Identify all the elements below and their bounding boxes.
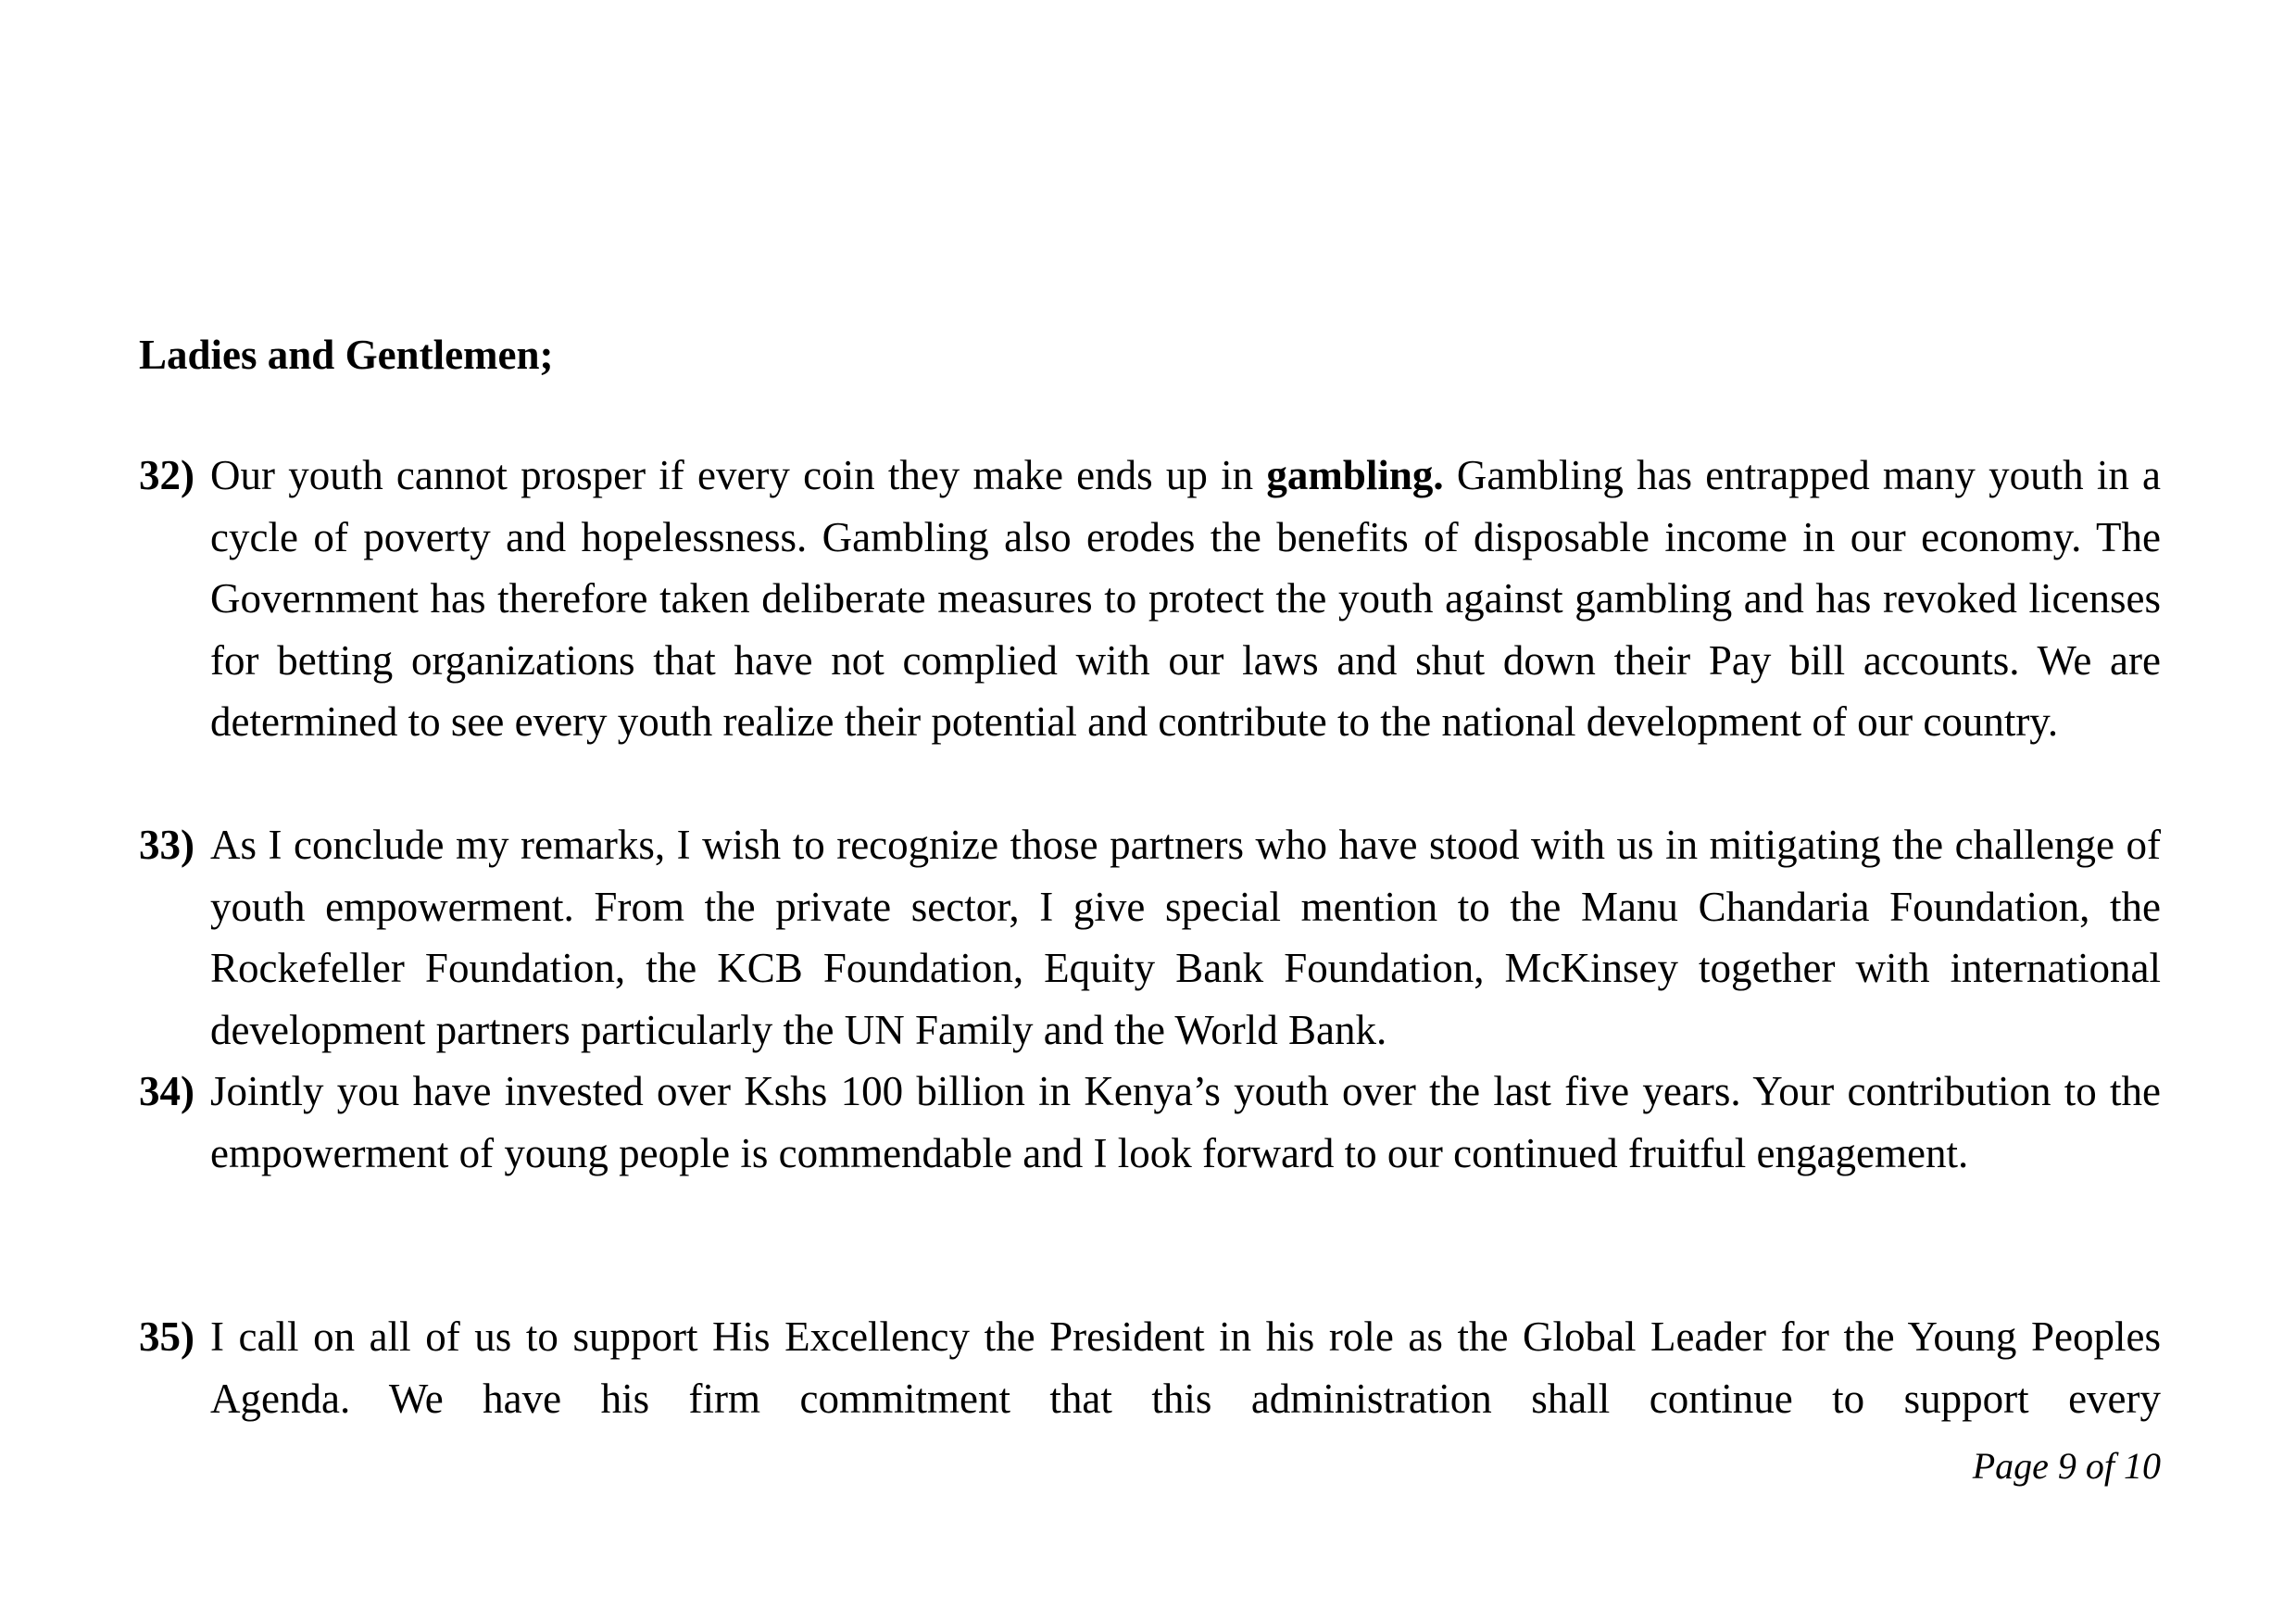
paragraph-bold-text: gambling.	[1266, 452, 1444, 498]
page-number: Page 9 of 10	[1972, 1445, 2161, 1487]
paragraph-text: I call on all of us to support His Excellency the President in his role as the Global Leader for the Young Peoples Agenda. We have his firm commitment that this administration shall continue to support every	[210, 1313, 2161, 1422]
paragraph-number: 32)	[139, 452, 194, 498]
paragraph-33	[139, 814, 2161, 1061]
paragraph-text: Jointly you have invested over Kshs 100 billion in Kenya’s youth over the last five years. Your contribution to the empowerment of young people is commendable and I look forward to our continued fruitful engagement.	[210, 1068, 2161, 1176]
section-heading: Ladies and Gentlemen;	[139, 332, 554, 378]
paragraph-text-after: Gambling has entrapped many youth in a cycle of poverty and hopelessness. Gambling also erodes the benefits of disposable income in our economy. The Government has therefore taken deliberate measures to protect the youth against gambling and has revoked licenses for betting organizations that have not complied with our laws and shut down their Pay bill accounts. We are determined to see every youth realize their potential and contribute to the national development of our country.	[210, 452, 2162, 745]
paragraph-number: 34)	[139, 1068, 194, 1114]
paragraph-number: 33)	[139, 822, 194, 868]
paragraph-34	[139, 1061, 2161, 1184]
paragraph-text: As I conclude my remarks, I wish to recognize those partners who have stood with us in mitigating the challenge of youth empowerment. From the private sector, I give special mention to the Manu Chandaria Foundation, the Rockefeller Foundation, the KCB Foundation, Equity Bank Foundation, McKinsey together with international development partners particularly the UN Family and the World Bank.	[210, 822, 2161, 1053]
paragraph-35	[139, 1306, 2161, 1429]
paragraph-text-before: Our youth cannot prosper if every coin they make ends up in	[210, 452, 1254, 498]
paragraph-32	[139, 445, 2161, 753]
paragraph-number: 35)	[139, 1313, 194, 1360]
paragraph-text	[210, 445, 2161, 753]
